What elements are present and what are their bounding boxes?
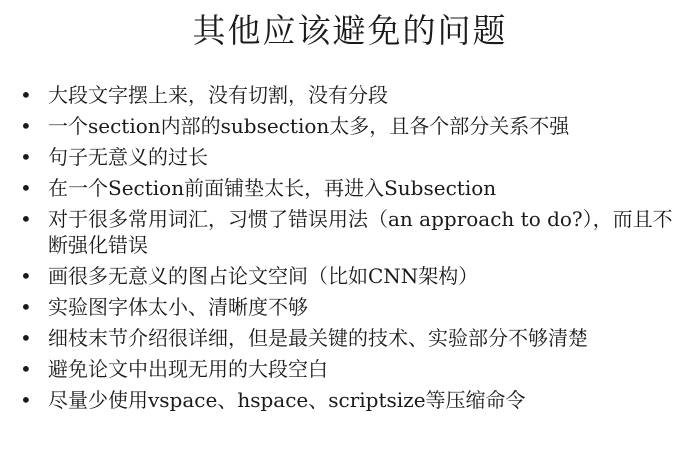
bullet-icon: • bbox=[20, 295, 32, 319]
list-item-text: 对于很多常用词汇，习惯了错误用法（an approach to do?），而且不断强化错误 bbox=[48, 207, 673, 257]
list-item-text: 尽量少使用vspace、hspace、scriptsize等压缩命令 bbox=[48, 388, 526, 412]
list-item bbox=[20, 294, 690, 320]
list-item bbox=[20, 356, 690, 382]
list-item-text: 句子无意义的过长 bbox=[48, 145, 208, 169]
slide-title: 其他应该避免的问题 bbox=[192, 11, 508, 50]
bullet-list bbox=[20, 82, 690, 418]
list-item-text: 实验图字体太小、清晰度不够 bbox=[48, 295, 308, 319]
bullet-icon: • bbox=[20, 207, 32, 231]
list-item-text: 一个section内部的subsection太多，且各个部分关系不强 bbox=[48, 114, 570, 138]
bullet-icon: • bbox=[20, 114, 32, 138]
list-item-text: 在一个Section前面铺垫太长，再进入Subsection bbox=[48, 176, 497, 200]
list-item-text: 画很多无意义的图占论文空间（比如CNN架构） bbox=[48, 264, 479, 288]
list-item bbox=[20, 175, 690, 201]
bullet-icon: • bbox=[20, 145, 32, 169]
bullet-icon: • bbox=[20, 388, 32, 412]
list-item-text: 细枝末节介绍很详细，但是最关键的技术、实验部分不够清楚 bbox=[48, 326, 588, 350]
bullet-icon: • bbox=[20, 264, 32, 288]
list-item-text: 大段文字摆上来，没有切割，没有分段 bbox=[48, 83, 388, 107]
bullet-icon: • bbox=[20, 176, 32, 200]
list-item-text: 避免论文中出现无用的大段空白 bbox=[48, 357, 328, 381]
list-item bbox=[20, 113, 690, 139]
list-item bbox=[20, 263, 690, 289]
list-item bbox=[20, 206, 690, 258]
list-item bbox=[20, 387, 690, 413]
bullet-icon: • bbox=[20, 326, 32, 350]
bullet-icon: • bbox=[20, 357, 32, 381]
list-item bbox=[20, 325, 690, 351]
list-item bbox=[20, 144, 690, 170]
list-item bbox=[20, 82, 690, 108]
bullet-icon: • bbox=[20, 83, 32, 107]
